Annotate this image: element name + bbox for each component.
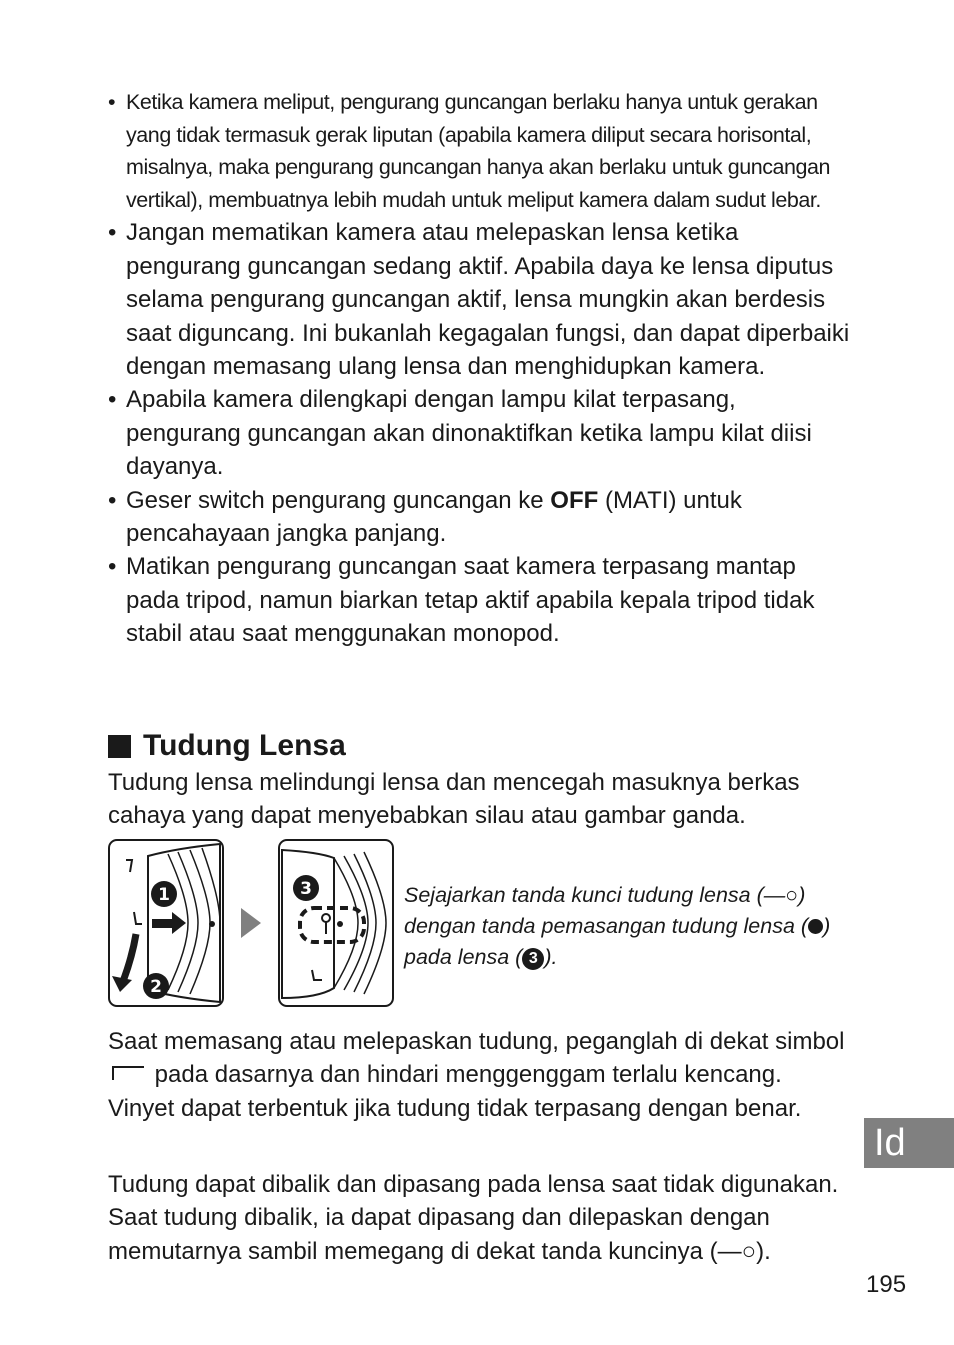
off-text-before: Geser switch pengurang guncangan ke — [126, 486, 551, 514]
page-number: 195 — [866, 1271, 907, 1298]
lens-panel-right — [279, 840, 393, 1006]
section-intro: Tudung lensa melindungi lensa dan mencegah masuknya berkas cahaya yang dapat menyebabkan silau atau gambar ganda. — [108, 769, 800, 830]
reverse-text-before: Tudung dapat dibalik dan dipasang pada lensa saat tidak digunakan. Saat tudung dibalik, ia dapat dipasang dan dilepaskan dengan memutarnya sambil memegang di dekat tanda kuncinya (— — [108, 1171, 839, 1265]
caption-part-c: ) pada lensa ( — [404, 914, 831, 969]
bullet-item-off-switch — [108, 484, 853, 551]
bullet-item-power-off-warning: • Jangan mematikan kamera atau melepaskan lensa ketika pengurang guncangan sedang aktif. Apabila daya ke lensa diputus selama pengurang guncangan aktif, lensa mungkin akan berdesis saat diguncang. Ini bukanlah kegagalan fungsi, dan dapat diperbaiki dengan memasang ulang lensa dan menghidupkan kamera. — [108, 216, 853, 383]
caption-part-b: ) dengan tanda pemasangan tudung lensa ( — [404, 883, 809, 938]
off-text-after: (MATI) untuk pencahayaan jangka panjang. — [126, 486, 742, 548]
bullet-list — [108, 86, 853, 651]
hood-lock-mark-icon: ○ — [785, 883, 799, 907]
square-bullet-icon — [108, 735, 131, 758]
step-1-label: 1 — [158, 885, 170, 905]
step-3-label: 3 — [300, 879, 312, 899]
bullet-item-flash: • Apabila kamera dilengkapi dengan lampu kilat terpasang, pengurang guncangan akan dinonaktifkan ketika lampu kilat diisi dayanya. — [108, 383, 853, 483]
reverse-text-after: ). — [756, 1237, 771, 1265]
figure-caption — [404, 880, 852, 973]
hold-text-before: Saat memasang atau melepaskan tudung, peganglah di dekat simbol — [108, 1028, 845, 1055]
bullet-item-panning: • Ketika kamera meliput, pengurang guncangan berlaku hanya untuk gerakan yang tidak termasuk gerak liputan (apabila kamera diliput secara horisontal, misalnya, maka pengurang guncangan hanya akan berlaku untuk guncangan vertikal), membuatnya lebih mudah untuk meliput kamera dalam sudut lebar. — [108, 86, 853, 216]
hood-base-symbol-icon — [112, 1066, 144, 1080]
section-heading — [108, 726, 346, 766]
language-tab: Id — [864, 1118, 954, 1168]
hold-instruction — [108, 1025, 853, 1125]
off-label: OFF — [550, 486, 599, 514]
step-2-label: 2 — [150, 977, 162, 997]
next-arrow-icon — [241, 908, 261, 938]
mount-dot-icon — [808, 919, 823, 934]
caption-part-a: Sejajarkan tanda kunci tudung lensa (— — [404, 883, 786, 907]
hood-attach-illustration — [108, 838, 398, 1010]
reverse-instruction — [108, 1168, 853, 1268]
lock-mark-icon: ○ — [741, 1237, 757, 1265]
caption-step-3-badge: 3 — [522, 948, 544, 970]
section-title: Tudung Lensa — [143, 729, 346, 762]
hold-text-after: pada dasarnya dan hindari menggenggam terlalu kencang. Vinyet dapat terbentuk jika tudung tidak terpasang dengan benar. — [108, 1061, 802, 1122]
bullet-item-tripod: • Matikan pengurang guncangan saat kamera terpasang mantap pada tripod, namun biarkan tetap aktif apabila kepala tripod tidak stabil atau saat menggunakan monopod. — [108, 550, 853, 650]
lens-panel-left — [109, 840, 223, 1006]
caption-part-d: ). — [544, 945, 558, 969]
